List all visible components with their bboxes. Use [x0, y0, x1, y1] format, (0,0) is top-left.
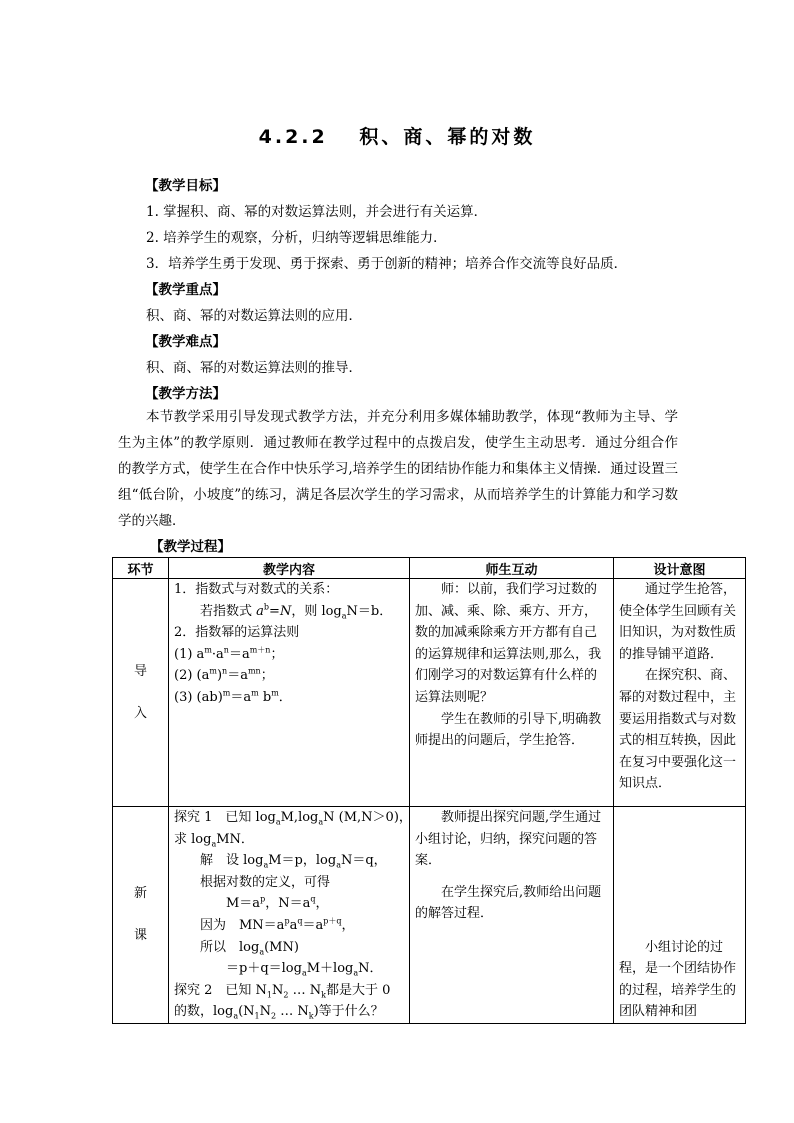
- key-points-header: 【教学重点】: [145, 282, 226, 298]
- column-header-interaction: 师生互动: [410, 558, 614, 579]
- interaction-cell-intro: [410, 579, 614, 807]
- content-line: 1．指数式与对数式的关系：: [174, 582, 339, 597]
- explore-2-line-1: 探究 2 已知 $N_1N_2$ … $N_k$都是大于 0: [174, 982, 391, 1000]
- intent-text: 小组讨论的过程，是一个团结协作的过程，培养学生的团队精神和团: [619, 939, 737, 1020]
- key-points-text: 积、商、幂的对数运算法则的应用．: [146, 308, 362, 324]
- table-header-row: [113, 558, 746, 579]
- solution-line-5: 所以 $\log_a(MN)$: [200, 939, 299, 957]
- table-row-intro: [113, 579, 746, 807]
- table-row-new-lesson: [113, 807, 746, 1024]
- interaction-text: 学生在教师的引导下,明确教师提出的问题后，学生抢答．: [415, 711, 602, 749]
- interaction-text: 师：以前，我们学习过数的加、减、乘、除、乘方、开方，数的加减乘除乘方开方都有自己的运算规律和运算法则,那么，我们刚学习的对数运算有什么样的运算法则呢？: [415, 582, 602, 705]
- stage-cell-new-lesson: 新 课: [113, 807, 169, 1024]
- interaction-text: 在学生探究后,教师给出问题的解答过程．: [415, 884, 602, 922]
- interaction-cell-new-lesson: [410, 807, 614, 1024]
- intent-text: 通过学生抢答，使全体学生回顾有关旧知识，为对数性质的推导铺平道路．: [619, 582, 737, 662]
- intent-text: 在探究积、商、幂的对数过程中，主要运用指数式与对数式的相互转换，因此在复习中要强化这一知识点．: [619, 668, 737, 792]
- content-cell-intro: [169, 579, 410, 807]
- solution-line-4: 因为 $MN=a^pa^q=a^{p+q}$，: [200, 916, 355, 933]
- explore-1-line-1: 探究 1 已知 $\log_aM,\log_aN$ (M,N＞0)，: [174, 810, 412, 827]
- solution-line-1: 解 设 $\log_aM=p$，$\log_aN=q$，: [200, 853, 387, 870]
- content-cell-new-lesson: [169, 807, 410, 1024]
- goal-item-2: 2. 培养学生的观察，分析，归纳等逻辑思维能力．: [146, 230, 447, 246]
- intent-cell-new-lesson: [614, 807, 746, 1024]
- solution-line-2: 根据对数的定义，可得: [200, 874, 331, 890]
- formula-3: (3) $(ab)^m=a^m$ $b^m$．: [174, 688, 292, 705]
- explore-1-line-2: 求 $\log_aMN$．: [174, 831, 254, 849]
- goal-item-1: 1. 掌握积、商、幂的对数运算法则，并会进行有关运算．: [146, 204, 488, 220]
- content-line: 2．指数幂的运算法则: [174, 625, 300, 641]
- methods-header: 【教学方法】: [145, 386, 226, 402]
- solution-line-3: $M=a^p$，$N=a^q$，: [226, 895, 329, 912]
- teaching-process-table: [112, 557, 746, 1024]
- column-header-content: 教学内容: [169, 558, 410, 579]
- process-header: 【教学过程】: [150, 539, 231, 555]
- formula-2: (2) $(a^m)^n=a^{mn}$；: [174, 667, 274, 684]
- methods-paragraph: 本节教学采用引导发现式教学方法，并充分利用多媒体辅助教学，体现“教师为主导、学生为主体”的教学原则．通过教师在教学过程中的点拨启发，使学生主动思考．通过分组合作的教学方式，使学生在合作中快乐学习,培养学生的团结协作能力和集体主义情操．通过设置三组“低台阶，小坡度”的练习，满足各层次学生的学习需求，从而培养学生的计算能力和学习数学的兴趣．: [118, 409, 678, 529]
- stage-cell-intro: 导 入: [113, 579, 169, 807]
- goal-item-3: 3．培养学生勇于发现、勇于探索、勇于创新的精神；培养合作交流等良好品质．: [146, 256, 628, 272]
- difficulties-text: 积、商、幂的对数运算法则的推导．: [146, 360, 362, 376]
- goals-header: 【教学目标】: [145, 178, 226, 194]
- difficulties-header: 【教学难点】: [145, 334, 226, 350]
- formula-1: (1) $a^m\cdot a^n=a^{m+n}$；: [174, 645, 284, 662]
- formula-exp-log: 若指数式 $a^b=N$，则 $\log_aN=b$．: [200, 602, 393, 621]
- page-title: 4.2.2 积、商、幂的对数: [258, 126, 536, 148]
- column-header-stage: 环节: [113, 558, 169, 579]
- intent-cell-intro: [614, 579, 746, 807]
- interaction-text: 教师提出探究问题,学生通过小组讨论，归纳，探究问题的答案．: [415, 810, 602, 869]
- explore-2-line-2: 的数，$\log_a(N_1N_2$ … $N_k$)等于什么？: [174, 1004, 384, 1021]
- solution-line-6: $=p+q=\log_aM+\log_aN$．: [226, 961, 383, 978]
- column-header-intent: 设计意图: [614, 558, 746, 579]
